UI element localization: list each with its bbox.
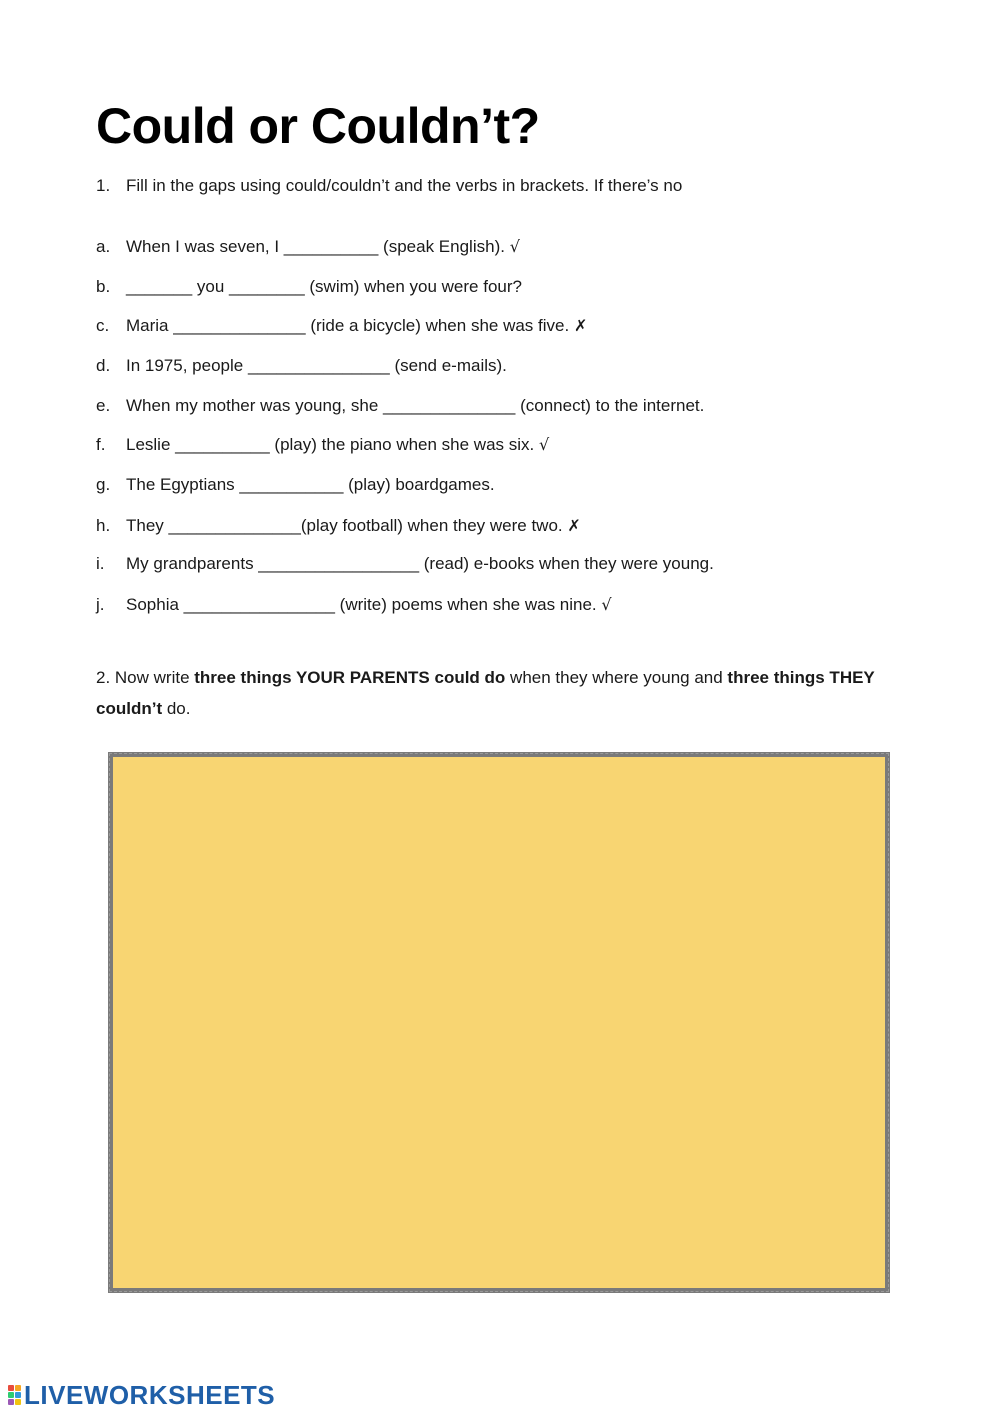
list-item (96, 553, 714, 575)
exercise-2-bold-part: three things THEY couldn’t (96, 668, 875, 718)
list-item (96, 474, 495, 496)
checkmark-icon: √ (539, 435, 550, 454)
item-sentence: My grandparents _________________ (read) e-books when they were young. (126, 554, 714, 573)
item-letter: e. (96, 396, 111, 415)
list-item (96, 395, 704, 417)
item-sentence: Sophia ________________ (write) poems when she was nine. (126, 595, 597, 614)
list-item (96, 594, 612, 616)
item-sentence: Maria ______________ (ride a bicycle) when she was five. (126, 316, 570, 335)
cross-icon: ✗ (567, 516, 581, 535)
list-item (96, 236, 520, 258)
item-letter: j. (96, 595, 105, 614)
exercise-2-instruction (96, 662, 906, 724)
exercise-2-text-part: do. (162, 699, 191, 718)
item-letter: c. (96, 316, 110, 335)
exercise-2-text-part: when they where young and (505, 668, 728, 687)
item-letter: f. (96, 435, 106, 454)
exercise-2-text-part: 2. Now write (96, 668, 195, 687)
item-sentence: When my mother was young, she ______________ (connect) to the internet. (126, 396, 705, 415)
item-letter: d. (96, 356, 111, 375)
item-sentence: The Egyptians ___________ (play) boardgames. (126, 475, 495, 494)
item-letter: g. (96, 475, 111, 494)
logo-text: LIVEWORKSHEETS (24, 1379, 276, 1410)
item-letter: i. (96, 554, 105, 573)
checkmark-icon: √ (601, 595, 612, 614)
exercise-2-bold-part: three things YOUR PARENTS could do (194, 668, 506, 687)
exercise-1-instruction-text: Fill in the gaps using could/couldn’t and the verbs in brackets. If there’s no (126, 176, 683, 195)
item-letter: h. (96, 516, 111, 535)
exercise-1-instruction (96, 175, 682, 197)
list-item (96, 276, 522, 298)
list-item (96, 434, 549, 456)
cross-icon: ✗ (573, 316, 588, 335)
item-letter: b. (96, 277, 111, 296)
list-item (96, 315, 587, 337)
exercise-1-number: 1. (96, 176, 111, 195)
item-sentence: When I was seven, I __________ (speak English). (126, 237, 505, 256)
worksheet-title: Could or Couldn’t? (96, 98, 540, 154)
list-item (96, 355, 507, 377)
item-sentence: _______ you ________ (swim) when you were four? (126, 277, 522, 296)
list-item (96, 515, 581, 537)
liveworksheets-logo (8, 1380, 275, 1410)
answer-textarea[interactable] (108, 752, 890, 1293)
item-sentence: In 1975, people _______________ (send e-mails). (126, 356, 507, 375)
checkmark-icon: √ (509, 237, 520, 256)
logo-grid-icon (8, 1385, 21, 1405)
item-sentence: They ______________(play football) when they were two. (126, 516, 563, 535)
item-sentence: Leslie __________ (play) the piano when she was six. (126, 435, 535, 454)
item-letter: a. (96, 237, 111, 256)
